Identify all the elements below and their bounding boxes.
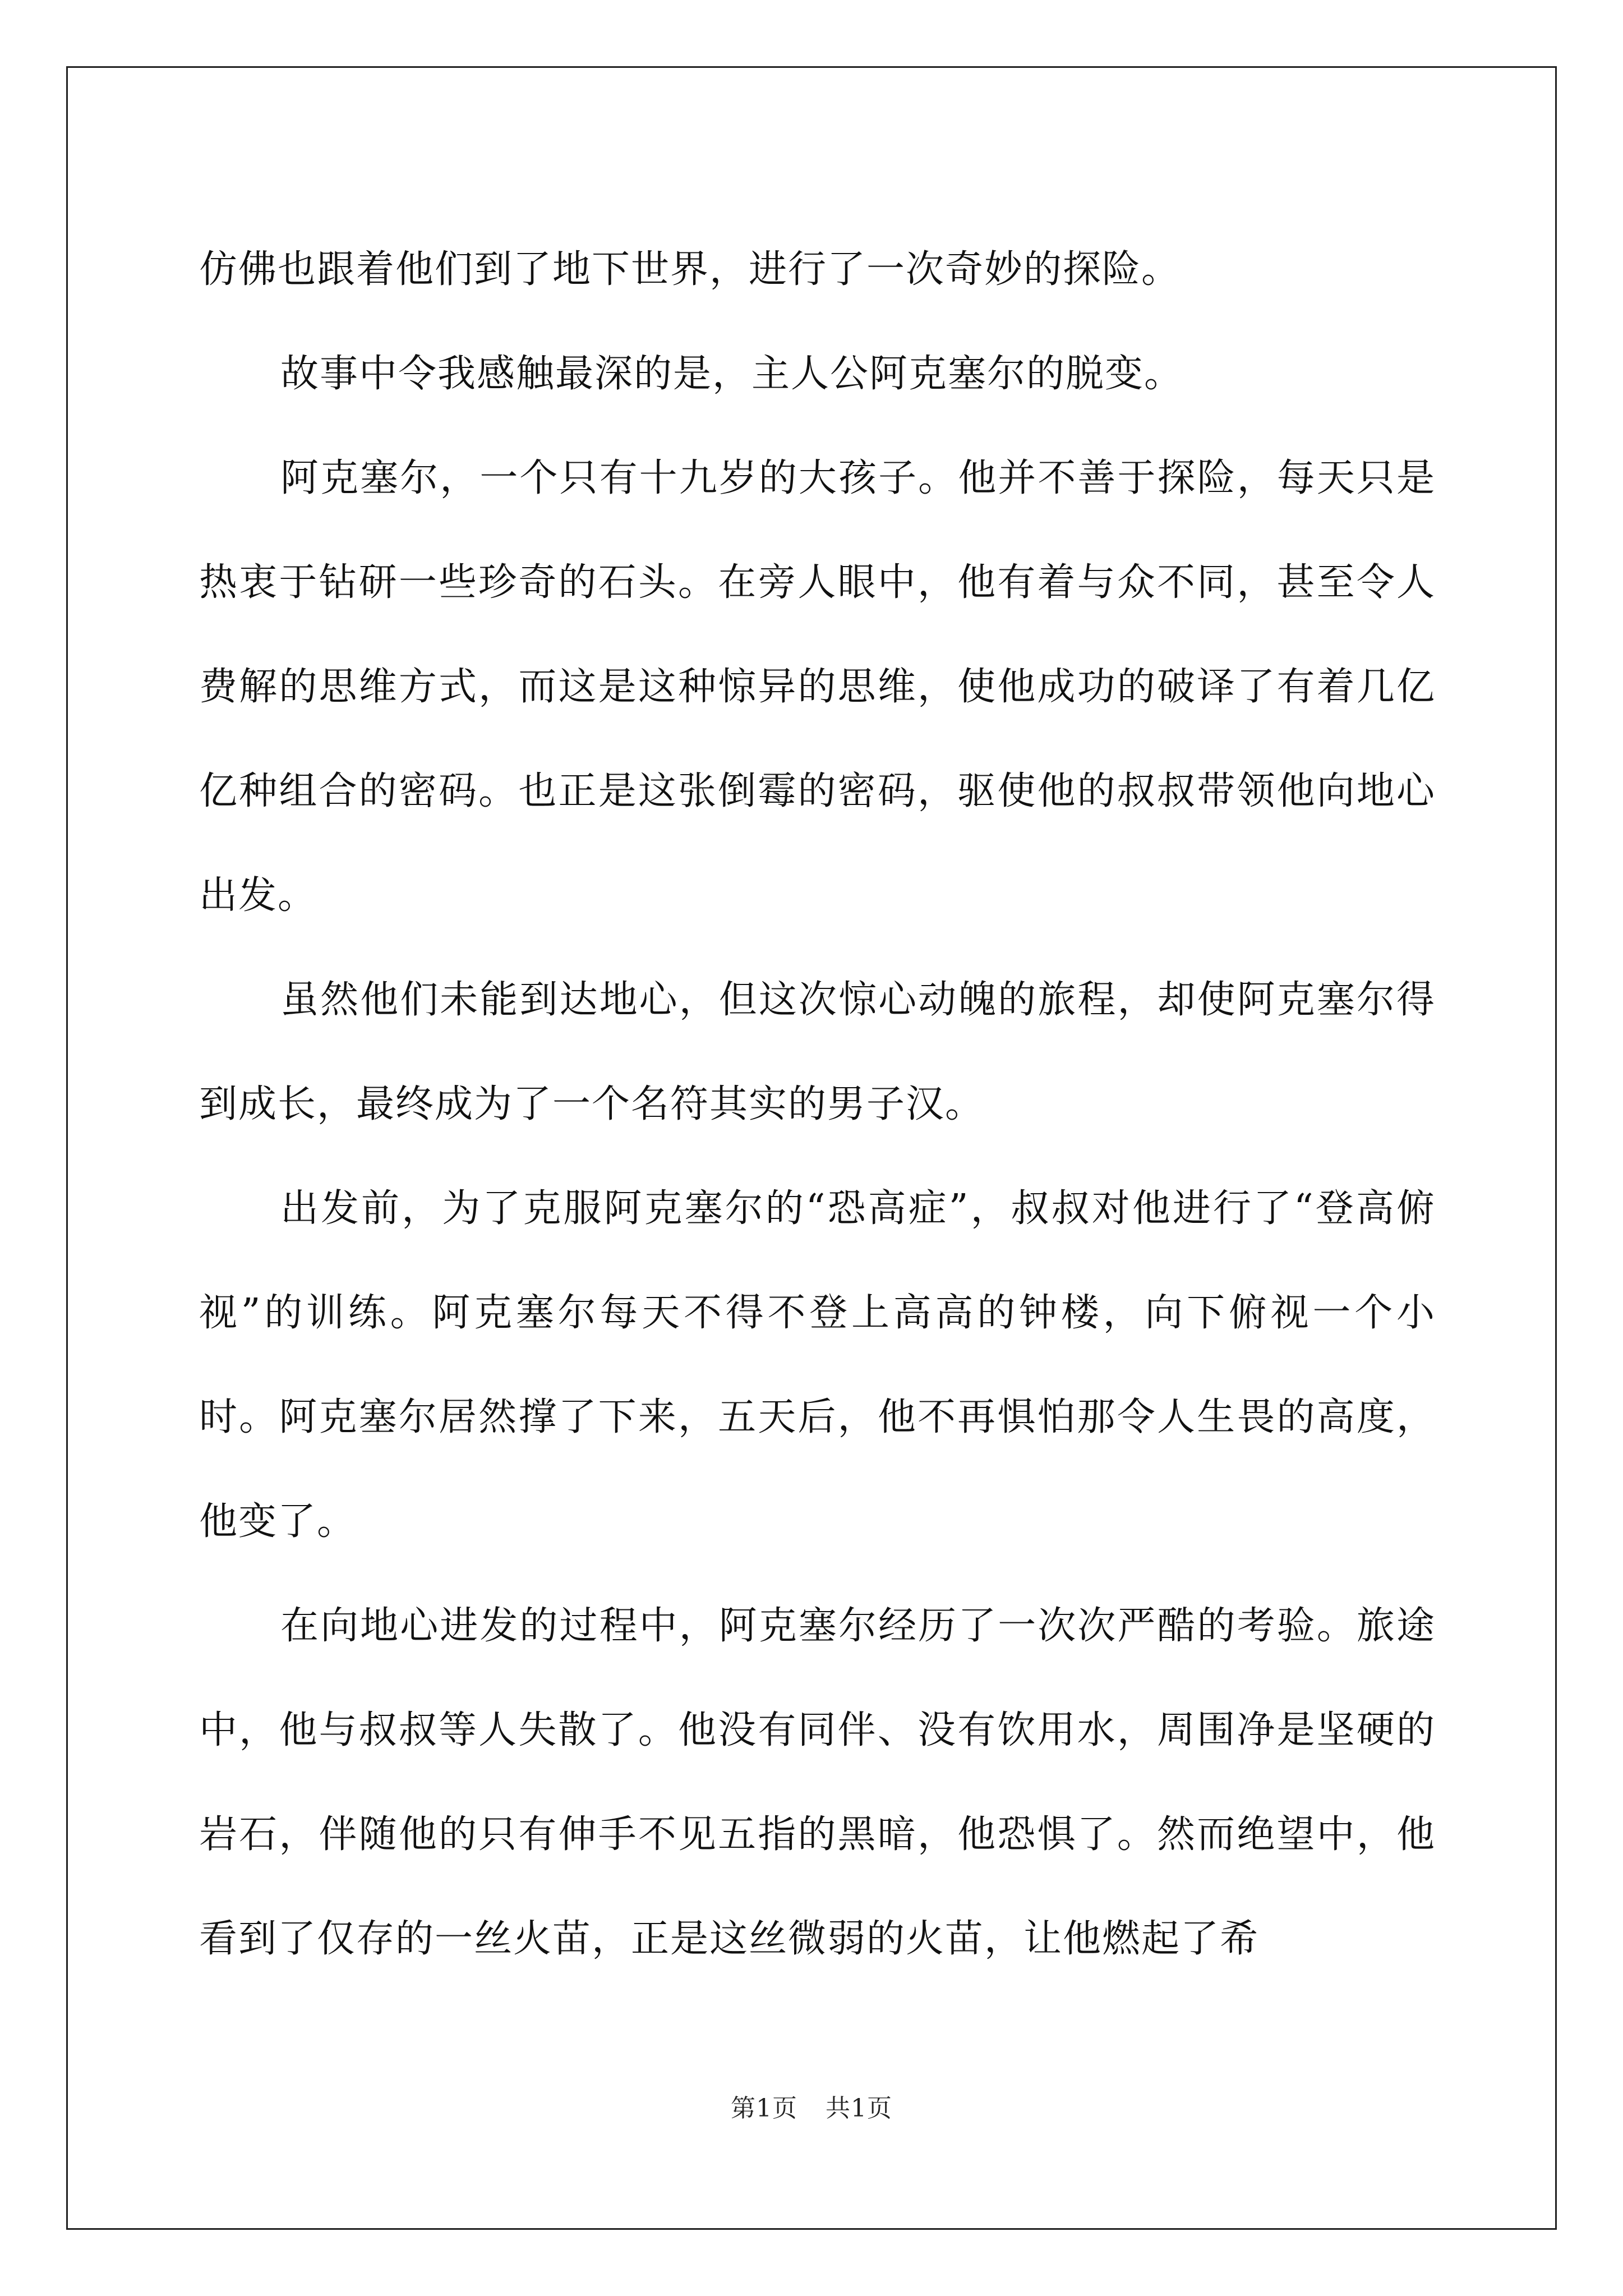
paragraph: 在向地心进发的过程中，阿克塞尔经历了一次次严酷的考验。旅途中，他与叔叔等人失散了。他没有同伴、没有饮用水，周围净是坚硬的岩石，伴随他的只有伸手不见五指的黑暗，他恐惧了。然而绝望中，他看到了仅存的一丝火苗，正是这丝微弱的火苗，让他燃起了希 bbox=[199, 1604, 1436, 1961]
page-total: 共1页 bbox=[826, 2094, 892, 2123]
page-number: 第1页 bbox=[731, 2094, 797, 2123]
page-footer bbox=[0, 2088, 1623, 2124]
paragraph: 虽然他们未能到达地心，但这次惊心动魄的旅程，却使阿克塞尔得到成长，最终成为了一个名符其实的男子汉。 bbox=[199, 978, 1436, 1126]
paragraph: 阿克塞尔，一个只有十九岁的大孩子。他并不善于探险，每天只是热衷于钻研一些珍奇的石头。在旁人眼中，他有着与众不同，甚至令人费解的思维方式，而这是这种惊异的思维，使他成功的破译了有着几亿亿种组合的密码。也正是这张倒霉的密码，驱使他的叔叔带领他向地心出发。 bbox=[199, 456, 1436, 918]
paragraph: 故事中令我感触最深的是，主人公阿克塞尔的脱变。 bbox=[280, 352, 1184, 396]
paragraph: 出发前，为了克服阿克塞尔的“恐高症”，叔叔对他进行了“登高俯视”的训练。阿克塞尔每天不得不登上高高的钟楼，向下俯视一个小时。阿克塞尔居然撑了下来，五天后，他不再惧怕那令人生畏的高度，他变了。 bbox=[199, 1186, 1436, 1544]
paragraph: 仿佛也跟着他们到了地下世界，进行了一次奇妙的探险。 bbox=[199, 247, 1181, 292]
document-body bbox=[199, 218, 1436, 1991]
